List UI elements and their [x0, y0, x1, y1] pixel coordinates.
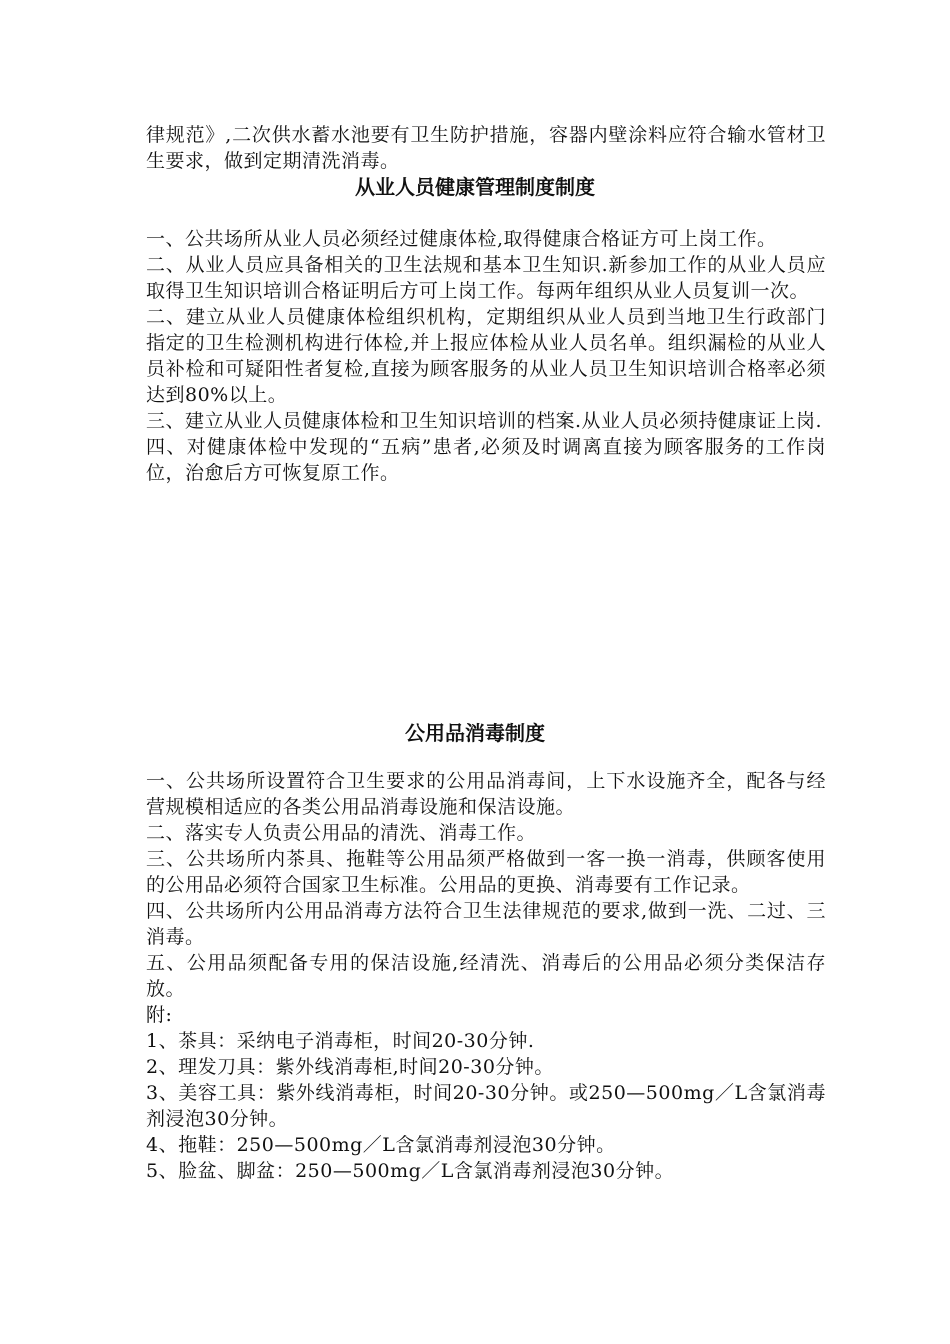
paragraph: 二、落实专人负责公用品的清洗、消毒工作。: [146, 822, 537, 844]
appendix-item: 3、美容工具：紫外线消毒柜，时间20-30分钟。或250—500mg／L含氯消毒剂浸泡30分钟。: [146, 1082, 826, 1130]
appendix-label: 附:: [146, 1004, 173, 1026]
paragraph: 四、公共场所内公用品消毒方法符合卫生法律规范的要求,做到一洗、二过、三消毒。: [146, 900, 826, 948]
paragraph: 一、公共场所设置符合卫生要求的公用品消毒间，上下水设施齐全，配各与经营规模相适应的各类公用品消毒设施和保洁设施。: [146, 770, 826, 818]
paragraph: 五、公用品须配备专用的保洁设施,经清洗、消毒后的公用品必须分类保洁存放。: [146, 952, 826, 1000]
appendix-item: 1、茶具：采纳电子消毒柜，时间20-30分钟.: [146, 1030, 535, 1052]
continuation-paragraph: 律规范》,二次供水蓄水池要有卫生防护措施，容器内壁涂料应符合输水管材卫生要求，做到定期清洗消毒。: [146, 124, 826, 172]
section-title-disinfection: 公用品消毒制度: [405, 721, 545, 745]
appendix-item: 2、理发刀具：紫外线消毒柜,时间20-30分钟。: [146, 1056, 554, 1078]
paragraph: 二、从业人员应具备相关的卫生法规和基本卫生知识.新参加工作的从业人员应取得卫生知识培训合格证明后方可上岗工作。每两年组织从业人员复训一次。: [146, 254, 826, 302]
appendix-item: 5、脸盆、脚盆：250—500mg／L含氯消毒剂浸泡30分钟。: [146, 1160, 675, 1182]
paragraph: 三、建立从业人员健康体检和卫生知识培训的档案.从业人员必须持健康证上岗.: [146, 410, 823, 432]
section-title-staff-health: 从业人员健康管理制度制度: [355, 175, 595, 199]
disinfection-body: [146, 768, 826, 1184]
paragraph: 三、公共场所内茶具、拖鞋等公用品须严格做到一客一换一消毒，供顾客使用的公用品必须符合国家卫生标准。公用品的更换、消毒要有工作记录。: [146, 848, 826, 896]
appendix-item: 4、拖鞋：250—500mg／L含氯消毒剂浸泡30分钟。: [146, 1134, 616, 1156]
paragraph: 四、对健康体检中发现的“五病”患者,必须及时调离直接为顾客服务的工作岗位，治愈后方可恢复原工作。: [146, 436, 826, 484]
paragraph: 一、公共场所从业人员必须经过健康体检,取得健康合格证方可上岗工作。: [146, 228, 777, 250]
staff-health-body: [146, 226, 826, 486]
paragraph: 二、建立从业人员健康体检组织机构，定期组织从业人员到当地卫生行政部门指定的卫生检测机构进行体检,并上报应体检从业人员名单。组织漏检的从业人员补检和可疑阳性者复检,直接为顾客服务的从业人员卫生知识培训合格率必须达到80%以上。: [146, 306, 826, 406]
continuation-block: [146, 122, 826, 174]
